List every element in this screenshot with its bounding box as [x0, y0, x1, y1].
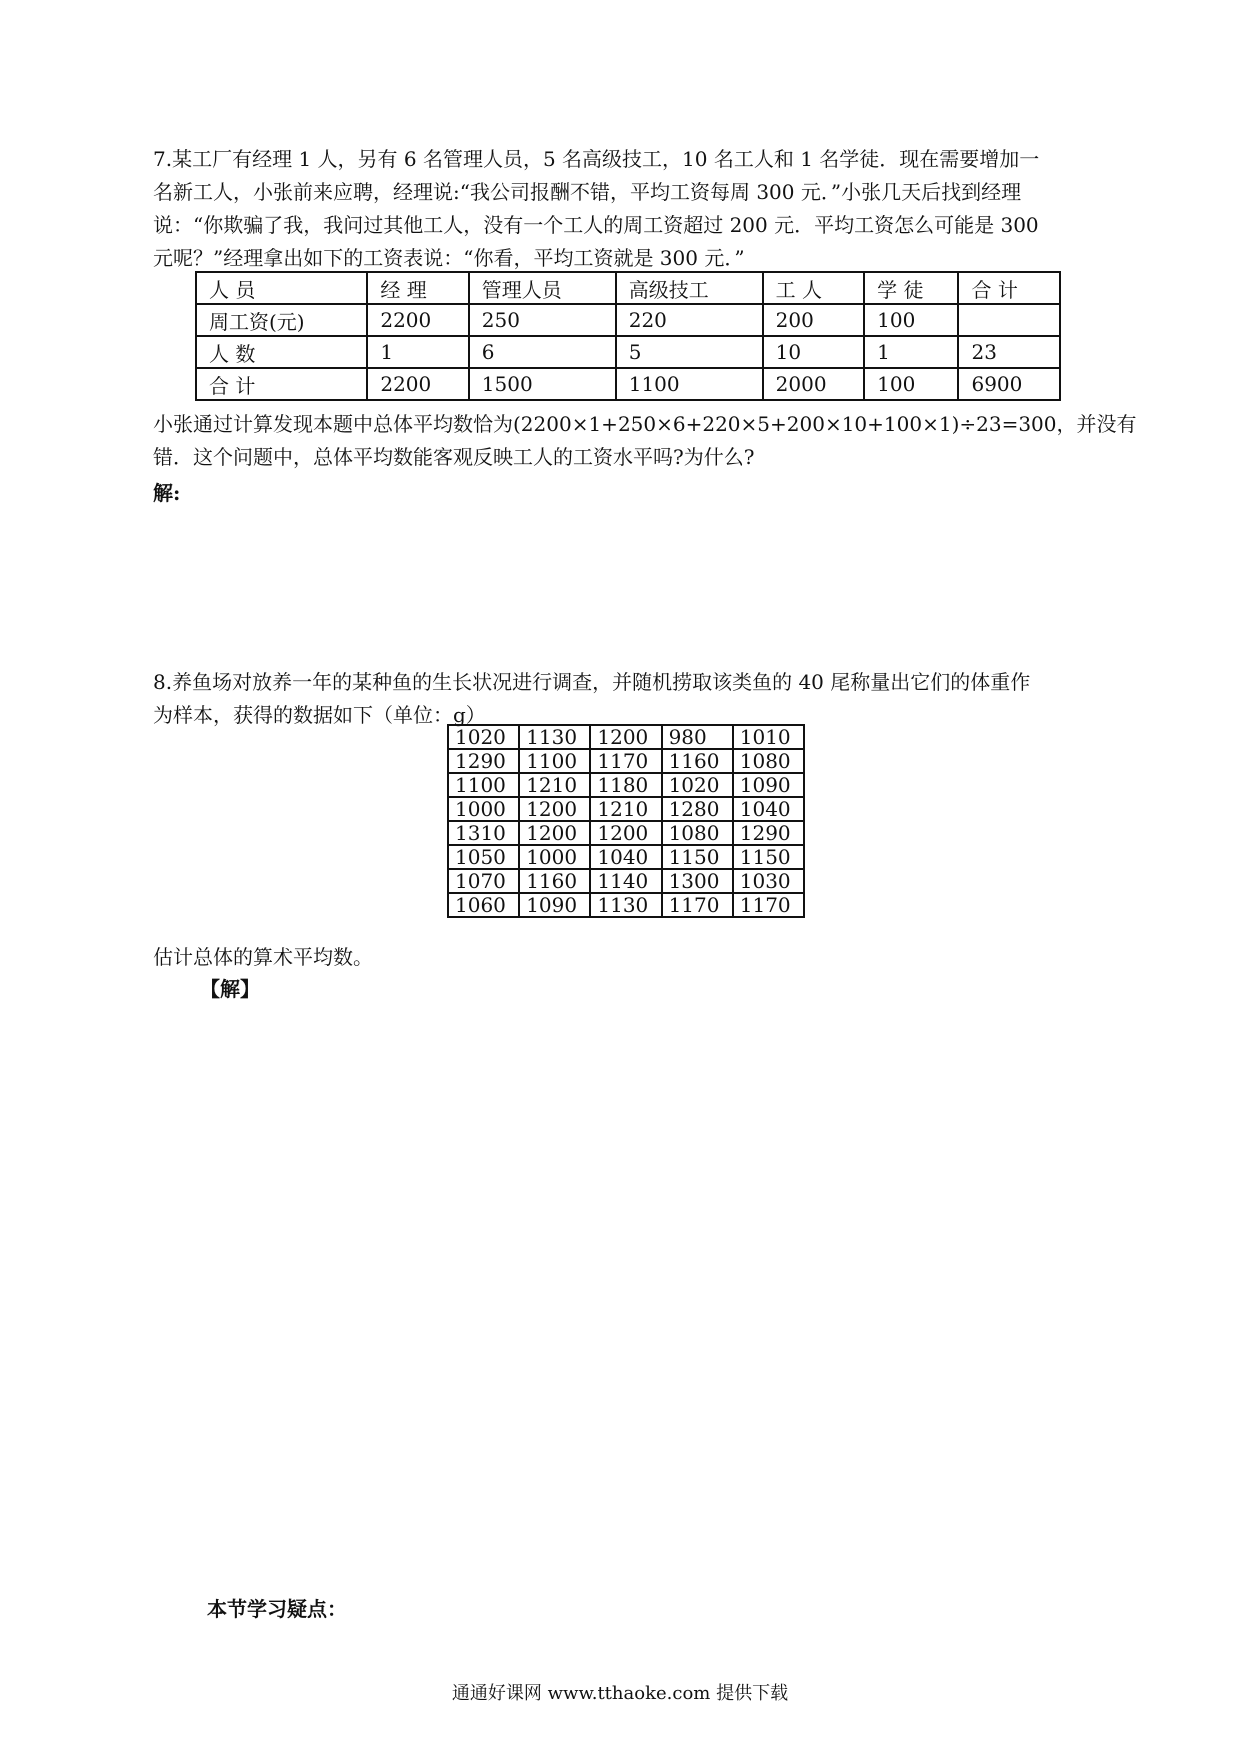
- table-cell: 1100: [616, 368, 763, 400]
- q8-line: 为样本，获得的数据如下（单位：g）: [153, 703, 486, 727]
- table-cell: 23: [958, 336, 1060, 368]
- table-cell: 1020: [662, 773, 733, 797]
- salary-row: [196, 368, 1060, 400]
- q7-line: 说：“你欺骗了我，我问过其他工人，没有一个工人的周工资超过 200 元．平均工资怎么可能是 300: [153, 213, 1039, 237]
- fish-row: [448, 749, 804, 773]
- table-cell: 1200: [519, 797, 590, 821]
- fish-row: [448, 773, 804, 797]
- table-cell: 1: [864, 336, 958, 368]
- table-cell: 1290: [448, 749, 519, 773]
- table-cell: 1090: [733, 773, 804, 797]
- q7-after-line: 小张通过计算发现本题中总体平均数恰为(2200×1+250×6+220×5+200×10+100×1)÷23=300，并没有: [153, 412, 1137, 436]
- q7-line: 名新工人，小张前来应聘，经理说:“我公司报酬不错，平均工资每周 300 元．”小张几天后找到经理: [153, 180, 1022, 204]
- table-cell: 250: [469, 304, 616, 336]
- table-cell: 980: [662, 725, 733, 749]
- table-cell: 1300: [662, 869, 733, 893]
- table-cell: 合 计: [958, 272, 1060, 304]
- table-cell: 1140: [590, 869, 661, 893]
- table-cell: 1170: [590, 749, 661, 773]
- table-cell: 100: [864, 304, 958, 336]
- table-cell: 经 理: [367, 272, 468, 304]
- salary-row: [196, 272, 1060, 304]
- table-cell: 5: [616, 336, 763, 368]
- table-cell: 1200: [590, 725, 661, 749]
- table-cell: 10: [763, 336, 864, 368]
- table-cell: 1150: [733, 845, 804, 869]
- table-cell: 1500: [469, 368, 616, 400]
- table-cell: 2200: [367, 304, 468, 336]
- fish-row: [448, 821, 804, 845]
- doubts-label: 本节学习疑点：: [207, 1597, 347, 1621]
- table-cell: 1210: [519, 773, 590, 797]
- table-cell: 1020: [448, 725, 519, 749]
- table-cell: 1090: [519, 893, 590, 917]
- table-cell: 1200: [519, 821, 590, 845]
- fish-row: [448, 893, 804, 917]
- table-cell: 1080: [662, 821, 733, 845]
- table-cell: 学 徒: [864, 272, 958, 304]
- table-cell: 工 人: [763, 272, 864, 304]
- table-cell: 人 数: [196, 336, 367, 368]
- table-cell: 1: [367, 336, 468, 368]
- table-cell: 1060: [448, 893, 519, 917]
- q7-text: [153, 143, 1098, 275]
- table-cell: 1280: [662, 797, 733, 821]
- table-cell: 1310: [448, 821, 519, 845]
- fish-weight-table: [447, 724, 805, 918]
- table-cell: [958, 304, 1060, 336]
- table-cell: 合 计: [196, 368, 367, 400]
- table-cell: 100: [864, 368, 958, 400]
- table-cell: 1000: [519, 845, 590, 869]
- table-cell: 1080: [733, 749, 804, 773]
- q8-text: [153, 666, 1098, 732]
- table-cell: 1180: [590, 773, 661, 797]
- q7-after-text: [153, 408, 1137, 474]
- table-cell: 1050: [448, 845, 519, 869]
- table-cell: 1210: [590, 797, 661, 821]
- table-cell: 1040: [590, 845, 661, 869]
- table-cell: 1160: [662, 749, 733, 773]
- table-cell: 人 员: [196, 272, 367, 304]
- table-cell: 周工资(元): [196, 304, 367, 336]
- table-cell: 1100: [448, 773, 519, 797]
- table-cell: 1030: [733, 869, 804, 893]
- table-cell: 1290: [733, 821, 804, 845]
- q8-line: 8.养鱼场对放养一年的某种鱼的生长状况进行调查，并随机捞取该类鱼的 40 尾称量出它们的体重作: [153, 670, 1031, 694]
- q8-question: 估计总体的算术平均数。: [153, 945, 373, 969]
- table-cell: 1170: [662, 893, 733, 917]
- table-cell: 220: [616, 304, 763, 336]
- table-cell: 1200: [590, 821, 661, 845]
- table-cell: 1130: [590, 893, 661, 917]
- table-cell: 1040: [733, 797, 804, 821]
- salary-table: [195, 271, 1061, 401]
- table-cell: 200: [763, 304, 864, 336]
- fish-row: [448, 725, 804, 749]
- table-cell: 1130: [519, 725, 590, 749]
- fish-row: [448, 797, 804, 821]
- table-cell: 1170: [733, 893, 804, 917]
- table-cell: 1010: [733, 725, 804, 749]
- salary-row: [196, 304, 1060, 336]
- table-cell: 6: [469, 336, 616, 368]
- table-cell: 2200: [367, 368, 468, 400]
- table-cell: 1160: [519, 869, 590, 893]
- table-cell: 1000: [448, 797, 519, 821]
- fish-row: [448, 845, 804, 869]
- table-cell: 6900: [958, 368, 1060, 400]
- table-cell: 1070: [448, 869, 519, 893]
- table-cell: 高级技工: [616, 272, 763, 304]
- fish-row: [448, 869, 804, 893]
- table-cell: 管理人员: [469, 272, 616, 304]
- table-cell: 2000: [763, 368, 864, 400]
- table-cell: 1100: [519, 749, 590, 773]
- q7-line: 元呢？”经理拿出如下的工资表说：“你看，平均工资就是 300 元．”: [153, 246, 745, 270]
- footer: 通通好课网 www.tthaoke.com 提供下载: [451, 1683, 789, 1704]
- q7-line: 7.某工厂有经理 1 人，另有 6 名管理人员，5 名高级技工，10 名工人和 1 名学徒．现在需要增加一: [153, 147, 1040, 171]
- q8-answer-label: 【解】: [200, 977, 260, 1001]
- salary-row: [196, 336, 1060, 368]
- table-cell: 1150: [662, 845, 733, 869]
- q7-answer-label: 解:: [153, 481, 181, 505]
- q7-after-line: 错．这个问题中，总体平均数能客观反映工人的工资水平吗?为什么?: [153, 445, 755, 469]
